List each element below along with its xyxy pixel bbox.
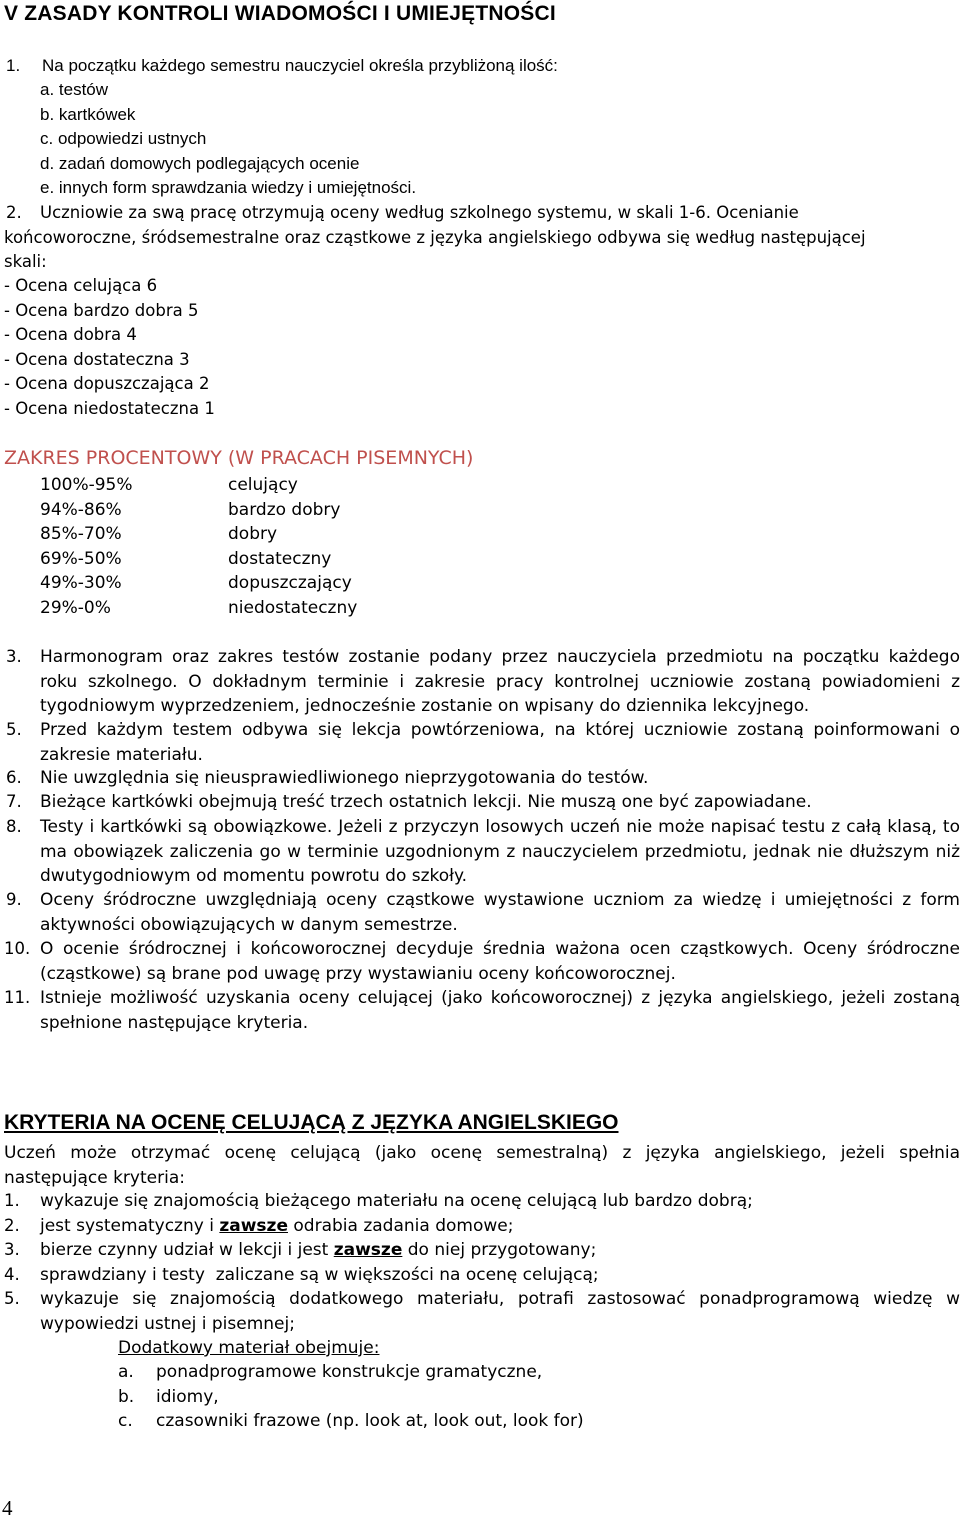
item-number: 9. [6, 890, 22, 909]
grade-cell: dobry [228, 524, 278, 544]
item-number: 10. [4, 939, 31, 958]
grade-cell: dopuszczający [228, 573, 352, 593]
item-number: 5. [4, 1289, 20, 1308]
text-part: odrabia zadania domowe; [287, 1216, 514, 1236]
item-text: czasowniki frazowe (np. look at, look out, look for) [156, 1411, 584, 1431]
grade-scale [4, 274, 215, 421]
item-number: 8. [6, 817, 22, 836]
item-number: 3. [6, 647, 22, 666]
criteria-text [40, 1238, 960, 1263]
item-number: 2. [6, 203, 22, 222]
criteria-text: wykazuje się znajomością dodatkowego materiału, potrafi zastosować ponadprogramową wiedzę w wypowiedzi ustnej i pisemnej; [40, 1289, 960, 1334]
percent-range-title: ZAKRES PROCENTOWY (W PRACACH PISEMNYCH) [4, 447, 474, 469]
page-number: 4 [2, 1496, 13, 1520]
text-part: bierze czynny udział w lekcji i jest [40, 1240, 334, 1260]
grade-item: - Ocena celująca 6 [4, 276, 158, 295]
item-text: ponadprogramowe konstrukcje gramatyczne, [156, 1362, 543, 1382]
range-cell: 100%-95% [40, 475, 133, 495]
item-number: 4. [4, 1265, 20, 1284]
item-number: 3. [4, 1240, 20, 1259]
rule-text: Przed każdym testem odbywa się lekcja powtórzeniowa, na której uczniowie zostaną poinformowani o zakresie materiału. [40, 720, 960, 765]
criteria-text: wykazuje się znajomością bieżącego materiału na ocenę celującą lub bardzo dobrą; [40, 1191, 753, 1211]
item-number: 2. [4, 1216, 20, 1235]
range-cell: 49%-30% [40, 573, 122, 593]
sub-item: e. innych form sprawdzania wiedzy i umiejętności. [40, 178, 417, 197]
text-part: do niej przygotowany; [402, 1240, 597, 1260]
grade-cell: niedostateczny [228, 597, 358, 618]
rule-text: Oceny śródroczne uwzględniają oceny cząstkowe wystawione uczniom za wiedzę i umiejętności z form aktywności obowiązujących w danym semestrze. [40, 890, 960, 935]
rule-text: Testy i kartkówki są obowiązkowe. Jeżeli z przyczyn losowych uczeń nie może napisać testu z całą klasą, to ma obowiązek zaliczenia go w terminie uzgodnionym z nauczycielem przedmiotu, jednak nie dłuższym niż dwutygodniowym od momentu powrotu do szkoły. [40, 817, 960, 886]
rule-text: Nie uwzględnia się nieusprawiedliwionego nieprzygotowania do testów. [40, 768, 649, 788]
range-cell: 69%-50% [40, 548, 122, 569]
item-number: 1. [6, 56, 21, 75]
grade-item: - Ocena dopuszczająca 2 [4, 374, 210, 393]
sub-item: d. zadań domowych podlegających ocenie [40, 153, 360, 173]
item-number: b. [118, 1387, 135, 1407]
range-cell: 94%-86% [40, 499, 122, 520]
item-number: 5. [6, 720, 22, 739]
item-number: 6. [6, 768, 22, 787]
rule-text: Harmonogram oraz zakres testów zostanie podany przez nauczyciela przedmiotu na początku każdego roku szkolnego. O dokładnym terminie i zakresie pracy kontrolnej uczniowie zostaną powiadomieni z tygodniowym wyprzedzeniem, jednocześnie zostanie on wpisany do dziennika lekcyjnego. [40, 647, 960, 716]
rule-text: Istnieje możliwość uzyskania oceny celującej (jako końcoworocznej) z języka angielskiego, jeżeli zostaną spełnione następujące kryteria. [40, 988, 960, 1033]
grade-cell: dostateczny [228, 548, 332, 569]
item-text: Uczniowie za swą pracę otrzymują oceny według szkolnego systemu, w skali 1-6. Ocenianie [40, 203, 799, 222]
grade-item: - Ocena dobra 4 [4, 325, 137, 344]
grade-cell: bardzo dobry [228, 499, 341, 520]
grade-cell: celujący [228, 475, 298, 495]
sub-item: c. odpowiedzi ustnych [40, 129, 207, 148]
item-number: 7. [6, 792, 22, 811]
criteria-intro: Uczeń może otrzymać ocenę celującą (jako ocenę semestralną) z języka angielskiego, jeżeli spełnia następujące kryteria: [4, 1143, 960, 1188]
emphasis: zawsze [219, 1216, 288, 1236]
grade-item: - Ocena dostateczna 3 [4, 349, 190, 369]
grade-item: - Ocena bardzo dobra 5 [4, 300, 199, 320]
criteria-text: sprawdziany i testy zaliczane są w większości na ocenę celującą; [40, 1265, 599, 1285]
grade-item: - Ocena niedostateczna 1 [4, 398, 215, 418]
criteria-title: KRYTERIA NA OCENĘ CELUJĄCĄ Z JĘZYKA ANGIELSKIEGO [4, 1111, 619, 1134]
criteria-text [40, 1214, 960, 1239]
text-part: jest systematyczny i [40, 1216, 220, 1236]
item-text: idiomy, [156, 1387, 219, 1407]
sub-list [40, 78, 416, 201]
item-number: a. [118, 1362, 134, 1382]
item-text-line: końcoworoczne, śródsemestralne oraz cząstkowe z języka angielskiego odbywa się według następującej [4, 228, 866, 247]
section-title: V ZASADY KONTROLI WIADOMOŚCI I UMIEJĘTNOŚCI [4, 2, 556, 25]
item-number: c. [118, 1411, 133, 1431]
sub-item: b. kartkówek [40, 104, 136, 124]
emphasis: zawsze [333, 1240, 403, 1260]
item-number: 11. [4, 988, 31, 1007]
item-text-line: skali: [4, 252, 47, 271]
range-cell: 85%-70% [40, 524, 122, 544]
rule-text: O ocenie śródrocznej i końcoworocznej decyduje średnia ważona ocen cząstkowych. Oceny śródroczne (cząstkowe) są brane pod uwagę przy wystawianiu oceny końcoworocznej. [40, 939, 960, 984]
extra-material-title: Dodatkowy materiał obejmuje: [118, 1338, 380, 1358]
rule-text: Bieżące kartkówki obejmują treść trzech ostatnich lekcji. Nie muszą one być zapowiadane. [40, 792, 812, 812]
item-number: 1. [4, 1191, 20, 1210]
range-cell: 29%-0% [40, 597, 111, 618]
item-text: Na początku każdego semestru nauczyciel określa przybliżoną ilość: [42, 56, 558, 75]
sub-item: a. testów [40, 80, 109, 99]
